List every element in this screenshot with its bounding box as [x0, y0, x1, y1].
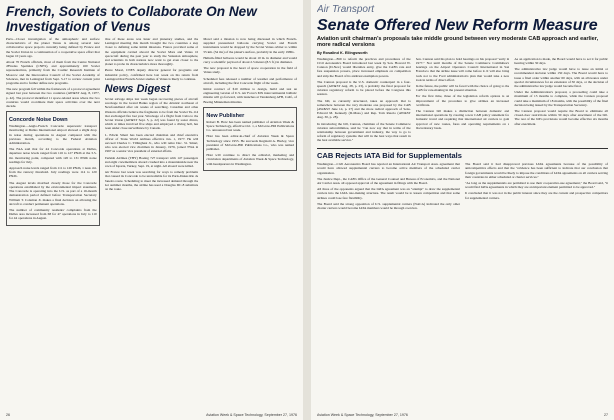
paragraph: The administrative law judge would have to issue an initial or recommended decision within 150 days. The Board would have to issue a final order within another 60 days, with an allowance under special circumstances for an extension of 30 days, or the decision of the administrative law judge would become final. — [514, 67, 608, 89]
paragraph: The August levels matched closely those for the Concorde operations established by the environmental impact statement. The Concorde is operating into the U.S. as part of a 16-month demonstration period defined before Transportation Secretary William T. Coleman Jr. makes a final decision on allowing the aircraft to conduct permanent operations. — [9, 180, 97, 206]
paragraph: The FAA said that for 44 Concorde operations at Dulles, departure noise levels ranged from 116 to 127 PNdb at the 3.5-mi. monitoring point, compared with 120 to 131 PNdb noise readings for July. — [9, 147, 97, 164]
paragraph: The Justice Dept., the CAB's Office of the General Counsel and Bureau of Economics, and the National Air Carrier Assn. all opposed approval of the agreement in filings with the Board. — [317, 176, 460, 186]
page-footer — [6, 413, 297, 417]
section-title: Air Transport — [317, 4, 375, 15]
paragraph: Air France last week was searching for ways to remedy problems that caused its Concorde to be unavailable for its Paris-Dakar-Rio de Janeiro route. Scheduling to meet the increased demand through the hot summer months, the airline has used a Douglas DC-8 substitute on the route. — [104, 170, 199, 192]
paragraph: Turkish Airlines (THY) Boeing 727 transport with 147 passengers and eight crewmembers aboard crashed into a mountainside near the town of Isparta, Turkey, Sept. 19, at night. All aboard were killed. — [104, 155, 199, 169]
paragraph: Initial contract of $10 million to design, build and test an engineering version of U.S. Air Force's MX intercontinental ballistic missile will go forward, with launches at Vandenberg AFB, Calif., of Boeing Minuteman missiles. — [203, 87, 297, 104]
article-columns — [6, 37, 297, 226]
paragraph: Washington—Civil Aeronautics Board has rejected an International Air Transport Assn. agreement that would have allowed supplemental carriers to become active members of the scheduled carrier organization. — [317, 162, 460, 175]
paragraph: In introducing the bill, Cannon, chairman of the Senate Commerce aviation subcommittee, said he "can now say that in terms of the relationship between government and industry, the way to go is reform of regulatory systems that will in the best ways that result in the best available service." — [317, 121, 411, 143]
paragraph: One of these areas was lunar and planetary studies, and the Leningrad meeting this month brought the two countries a step closer to defining some initial missions. France provided some of the equipment carried aboard the Soviet Mars and Venus 10 spacecraft during the past year to study the Venusian atmosphere, and scientists in both nations now want to get even closer to the planet to probe its characteristics more thoroughly. — [104, 37, 199, 67]
concorde-title: Concorde Noise Down — [9, 117, 68, 124]
concorde-box — [6, 111, 100, 225]
paragraph: The Cannon bill makes a distinction between domestic and international operations by creating a new CAB policy statement for domestic travel and requiring that international air carriers to gain approval of new routes, fares and operating requirements on a discretionary basis. — [415, 109, 510, 130]
paragraph: Paris—Closer investigation of the atmospheric and surface characteristics of the planet Venus is among several new collaborative space projects currently being defined by France and the Soviet Union in a continuation of a cooperative space effort that began 10 years ago. — [6, 37, 100, 58]
paragraph: The Cannon proposal would require the Board to eliminate all closed-door restrictions within 30 days after enactment of the bill. The rest of the bill's provisions would become effective six months after enactment. — [514, 109, 608, 126]
cab-column-2 — [465, 162, 608, 212]
paragraph: Pierre Morel, CNES deputy director general for programs and industrial policy, confirmed here last week on his return from Leningrad that French-Soviet studies of Venus is likely to continue. — [104, 68, 199, 81]
cab-article — [317, 151, 608, 212]
article-dek: Aviation unit chairman's proposals take middle ground between very moderate CAB approach and earlier, more radical versions — [317, 36, 599, 49]
paragraph: L. Edwin Smart has been elected chairman and chief executive officer of Trans World Airlines effective Jan. 1, 1977. He will succeed Charles C. Tillinghast Jr., who will retire Dec. 31. Smart, who was elected vice chairman in January, 1976, joined TWA in 1967 as a senior vice president of external affairs. — [104, 132, 199, 154]
left-page — [0, 0, 303, 420]
paragraph: Washington—Bill to reform the practices and procedures of the Civil Aeronautics Board introduced last week by Sen. Howard W. Cannon (D-Nev.) would liberalize entry, give the CAB's rate and fare suspension powers, place increased emphasis on competition and strip the Board of its antitrust exemption powers. — [317, 56, 411, 78]
page-number: 27 — [604, 413, 608, 417]
paragraph: For the first time, three of the legislation reform options is an improvement of the procedure to give airlines an increased certificate. — [415, 94, 510, 107]
paragraph: All three of the opponents argued that the IATA agreement was an "attempt" to draw the supplemental carriers into the IATA rate-making structure. The result would be to lessen competition and that some airlines could lose fare flexibility. — [317, 187, 460, 200]
page-headline: French, Soviets to Collaborate On New Investigation of Venus — [6, 4, 257, 34]
divider — [317, 148, 608, 149]
right-page-content — [317, 4, 608, 406]
column-2 — [105, 37, 199, 226]
paragraph: Soviet salvage ships last week began recovering pieces of aircraft wreckage in the Grand Banks region of the Atlantic northeast of Newfoundland after six weeks of searching. Canadian and other Western officials believe the fragments to be from the Soviet Tu-114 that exchanged fire last year. Wreckage of a flight from Cuba to the Soviet Union (AW&ST Sept. 5, p. 22) was found by sonar divers, which at times involved five ships and employed a diving bell, has been under close surveillance by Canada. — [104, 97, 199, 131]
paragraph: The new proposal is the heart of space cooperation in the field of Venus study. — [203, 66, 297, 75]
paragraph: Hotz has been editor-in-chief of Aviation Week & Space Technology since 1955. He succeeds Reginald A. Hurley, vice president of McGraw-Hill Publications Co., who was named publisher. — [206, 134, 295, 152]
paragraph: Under the Administration's proposal, a proceeding could take a maximum of 13 months to complete, while the Cannon proposal could take a maximum of 18 months, with the possibility of the final decision being issued by the Transportation Secretary. — [514, 90, 608, 107]
page-number: 26 — [6, 413, 10, 417]
paragraph: Hotz will continue to direct the editorial, marketing and circulation departments of Aviation Week & Space Technology, with headquarters in Washington. — [206, 153, 295, 166]
paragraph: The number of community residents' complaints from the Dulles area increased from 68 for 47 operations in July to 110 for 44 operations in August. — [9, 207, 97, 221]
byline: By Rosalind K. Ellingsworth — [317, 50, 368, 55]
paragraph: The Board said the strong opposition of U.S. supplemental carriers (NACA) indicated the only other charter carriers would become IATA members would be through coercion. — [317, 201, 460, 211]
paragraph: Sen. Cannon said his plan to hold hearings on his proposal "early in 1977." Not until months of the Senate Commerce Committee's hearings on the Airport Operators Council International in San Francisco that the airline issue will come before it. It will also bring back not to the Ford administration's plan that would take a new look in terms of direct effect. — [415, 56, 510, 82]
column-3 — [203, 37, 297, 226]
page-headline: Senate Offered New Reform Measure — [317, 17, 598, 34]
paragraph: In the future, the public will be faced with the choice of going to the CAB for rate-making in the present situation. — [415, 84, 510, 93]
paragraph: The Cannon proposal is the U.S. domestic counterpart in a four-speech (AW&ST Aug. 28, p. 23), a probably the final proposal for aviation regulatory reform to be placed before the Congress this session. — [317, 79, 411, 97]
cab-columns — [317, 162, 608, 212]
paragraph: It concluded that it was not in the public interest since they are the current and prospective competitors for supplemental carriers. — [465, 191, 608, 200]
paragraph: Washington—Anglo-French Concorde supersonic transport monitoring at Dulles International Airport showed a slight drop in noise during operations in August compared with the previous month, according to the Federal Aviation Administration. — [9, 124, 97, 146]
paragraph: Scheduled fees released a number of weather and performance of aircraft, including the first Concorde flight of the week. — [203, 76, 297, 85]
publication-line: Aviation Week & Space Technology, September 27, 1976 — [317, 413, 408, 417]
column-3 — [514, 57, 608, 145]
paragraph: The Board said it had disapproved previous IATA agreements because of the possibility of anticompetitive effects and that the "evidence has been sufficient to indicate that our conclusion that foreign governments would be likely to impose the conditions of IATA agreements on all carriers serving their countries in either scheduled or charter services." — [465, 162, 608, 179]
right-page — [311, 0, 614, 420]
page-footer — [317, 413, 608, 417]
paragraph: Robert B. Hotz has been named publisher of Aviation Week & Space Technology, effective Oct. 1, a McGraw-Hill Publications Co. announced last week. — [206, 119, 295, 133]
column-2 — [416, 57, 510, 145]
paragraph: Approach noise levels ranged from 111 to 120 PNdb, 1 naut. mi. from the runway threshold. July readings were 114 to 120 PNdb. — [9, 166, 97, 179]
news-digest-title: News Digest — [104, 83, 171, 96]
paragraph: As an application is made, the Board would have to set it for public hearing within 30 days. — [514, 56, 608, 66]
cab-column-1 — [317, 162, 460, 212]
paragraph: About 70 French officials, most of them from the Centre National d'Etudes Spatiales (CNES), and approximately 160 Soviet representatives, primarily from the Cosmic Research Institute of Moscow and the Intercosmos Council of the Soviet Academy of Sciences, met in Leningrad from Sept. 5-17 to review current joint programs and to further define new programs. — [6, 60, 100, 86]
paragraph: Helium-filled balloons would be about 10 m. in diameter and would carry a scientific payload of about 2.5 meters (8.5 ft.) in diameter. — [203, 55, 297, 65]
article-columns — [317, 57, 608, 145]
paragraph: Morel said a mission is now being discussed in which French-supplied pressurized balloons carrying Soviet and French instruments would be dropped by the Soviet Venus orbiter to within 55 km. (34 mi.) of the planet's surface, probably in the early 1980s. — [203, 37, 297, 54]
paragraph: The new program fell within the framework of a protocol agreement signed last year between the two countries (AW&ST Aug. 8, 1977, p. 42). The protocol identified 11 space-related areas where the two countries would coordinate their space activities over the next decade. — [6, 87, 100, 109]
publisher-box — [203, 107, 297, 171]
publication-line: Aviation Week & Space Technology, September 27, 1976 — [206, 413, 297, 417]
paragraph: "As long as the supplementals are permitted to use their cooperative-use agreement," the Board said, "it would find IATA agreements in which they are an important element permitted to be approved." — [465, 181, 608, 190]
cab-article-title: CAB Rejects IATA Bid for Supplementals — [317, 151, 462, 161]
page-gutter — [303, 0, 311, 420]
publisher-title: New Publisher — [206, 112, 245, 119]
column-1 — [317, 57, 411, 145]
left-page-content — [6, 4, 297, 406]
paragraph: The bill, as currently structured, takes an approach that is somewhere between the very moderate one proposed by the CAB (AW&ST June 14, p. 27) and the more radical approach of Sens. Edward M. Kennedy (D-Mass.) and Rep. Tom Ruscio (AW&ST Aug. 30, p. 28). — [317, 98, 411, 120]
column-1 — [6, 37, 100, 226]
